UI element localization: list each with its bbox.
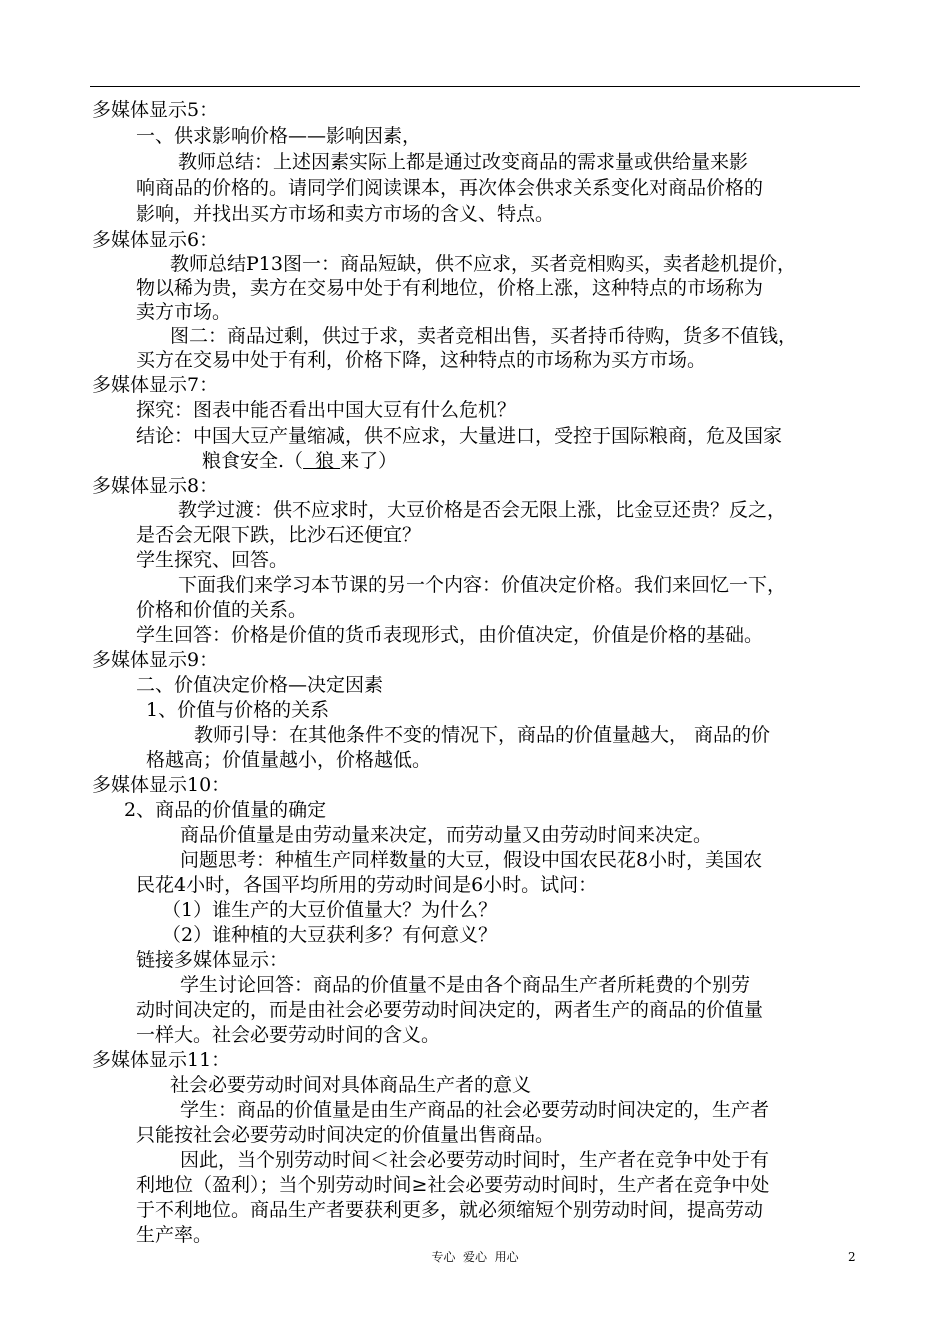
paragraph-line: 下面我们来学习本节课的另一个内容：价值决定价格。我们来回忆一下， xyxy=(178,574,787,596)
paragraph-line: 教师总结P13图一：商品短缺，供不应求，买者竞相购买，卖者趁机提价， xyxy=(170,253,796,275)
paragraph-line: （1）谁生产的大豆价值量大？为什么？ xyxy=(162,899,498,921)
paragraph-line: 教学过渡：供不应求时，大豆价格是否会无限上涨，比金豆还贵？反之， xyxy=(178,499,787,521)
section-heading: 多媒体显示5： xyxy=(92,99,219,121)
paragraph-line: 民花4小时，各国平均所用的劳动时间是6小时。试问： xyxy=(136,874,598,896)
section-heading: 多媒体显示7： xyxy=(92,374,219,396)
paragraph-line: （2）谁种植的大豆获利多？有何意义？ xyxy=(162,924,498,946)
paragraph-line: 生产率。 xyxy=(136,1224,213,1246)
paragraph-line: 学生回答：价格是价值的货币表现形式，由价值决定，价值是价格的基础。 xyxy=(136,624,764,646)
paragraph-line: 响商品的价格的。请同学们阅读课本，再次体会供求关系变化对商品价格的 xyxy=(136,177,764,199)
section-heading: 多媒体显示8： xyxy=(92,475,219,497)
paragraph-line: 因此，当个别劳动时间＜社会必要劳动时间时，生产者在竞争中处于有 xyxy=(180,1149,770,1171)
subheading: 一、供求影响价格——影响因素， xyxy=(136,125,422,147)
paragraph-line: 学生探究、回答。 xyxy=(136,549,289,571)
paragraph-line: 是否会无限下跌，比沙石还便宜？ xyxy=(136,524,422,546)
paragraph-line: 卖方市场。 xyxy=(136,301,232,323)
subheading: 2、商品的价值量的确定 xyxy=(124,799,327,821)
subheading: 1、价值与价格的关系 xyxy=(146,699,330,721)
paragraph-line: 买方在交易中处于有利，价格下降，这种特点的市场称为买方市场。 xyxy=(136,349,707,371)
paragraph-line: 物以稀为贵，卖方在交易中处于有利地位，价格上涨，这种特点的市场称为 xyxy=(136,277,764,299)
paragraph-line: 只能按社会必要劳动时间决定的价值量出售商品。 xyxy=(136,1124,555,1146)
paragraph-line: 动时间决定的，而是由社会必要劳动时间决定的，两者生产的商品的价值量 xyxy=(136,999,764,1021)
paragraph-line: 于不利地位。商品生产者要获利更多，就必须缩短个别劳动时间，提高劳动 xyxy=(136,1199,764,1221)
paragraph-line: 利地位（盈利）；当个别劳动时间≥社会必要劳动时间时，生产者在竞争中处 xyxy=(136,1174,770,1196)
paragraph-line: 问题思考：种植生产同样数量的大豆，假设中国农民花8小时，美国农 xyxy=(180,849,763,871)
paragraph-line: 教师引导：在其他条件不变的情况下，商品的价值量越大， 商品的价 xyxy=(194,724,771,746)
section-heading: 多媒体显示6： xyxy=(92,229,219,251)
subheading: 二、价值决定价格—决定因素 xyxy=(136,674,384,696)
section-heading: 多媒体显示9： xyxy=(92,649,219,671)
header-rule xyxy=(90,86,860,87)
paragraph-line: 学生：商品的价值量是由生产商品的社会必要劳动时间决定的，生产者 xyxy=(180,1099,770,1121)
text-span: 粮食安全.（ xyxy=(202,450,304,472)
paragraph-line: 结论：中国大豆产量缩减，供不应求，大量进口，受控于国际粮商，危及国家 xyxy=(136,425,783,447)
paragraph-line: 学生讨论回答：商品的价值量不是由各个商品生产者所耗费的个别劳 xyxy=(180,974,751,996)
text-span: 来了） xyxy=(340,450,398,472)
paragraph-line: 图二：商品过剩，供过于求，卖者竞相出售，买者持币待购，货多不值钱， xyxy=(170,325,798,347)
paragraph-line: 链接多媒体显示： xyxy=(136,949,289,971)
paragraph-line: 一样大。社会必要劳动时间的含义。 xyxy=(136,1024,441,1046)
paragraph-line: 格越高；价值量越小，价格越低。 xyxy=(146,749,432,771)
footer-slogan: 专心 爱心 用心 xyxy=(431,1250,519,1264)
section-heading: 多媒体显示10： xyxy=(92,774,231,796)
paragraph-line: 商品价值量是由劳动量来决定，而劳动量又由劳动时间来决定。 xyxy=(180,824,713,846)
underlined-word: 狼 xyxy=(303,450,341,472)
paragraph-line: 教师总结：上述因素实际上都是通过改变商品的需求量或供给量来影 xyxy=(178,151,749,173)
paragraph-line: 影响，并找出买方市场和卖方市场的含义、特点。 xyxy=(136,203,555,225)
section-heading: 多媒体显示11： xyxy=(92,1049,231,1071)
paragraph-line xyxy=(202,449,397,474)
page-number: 2 xyxy=(848,1250,856,1264)
paragraph-line: 探究：图表中能否看出中国大豆有什么危机？ xyxy=(136,399,517,421)
paragraph-line: 价格和价值的关系。 xyxy=(136,599,308,621)
subheading: 社会必要劳动时间对具体商品生产者的意义 xyxy=(170,1074,532,1096)
